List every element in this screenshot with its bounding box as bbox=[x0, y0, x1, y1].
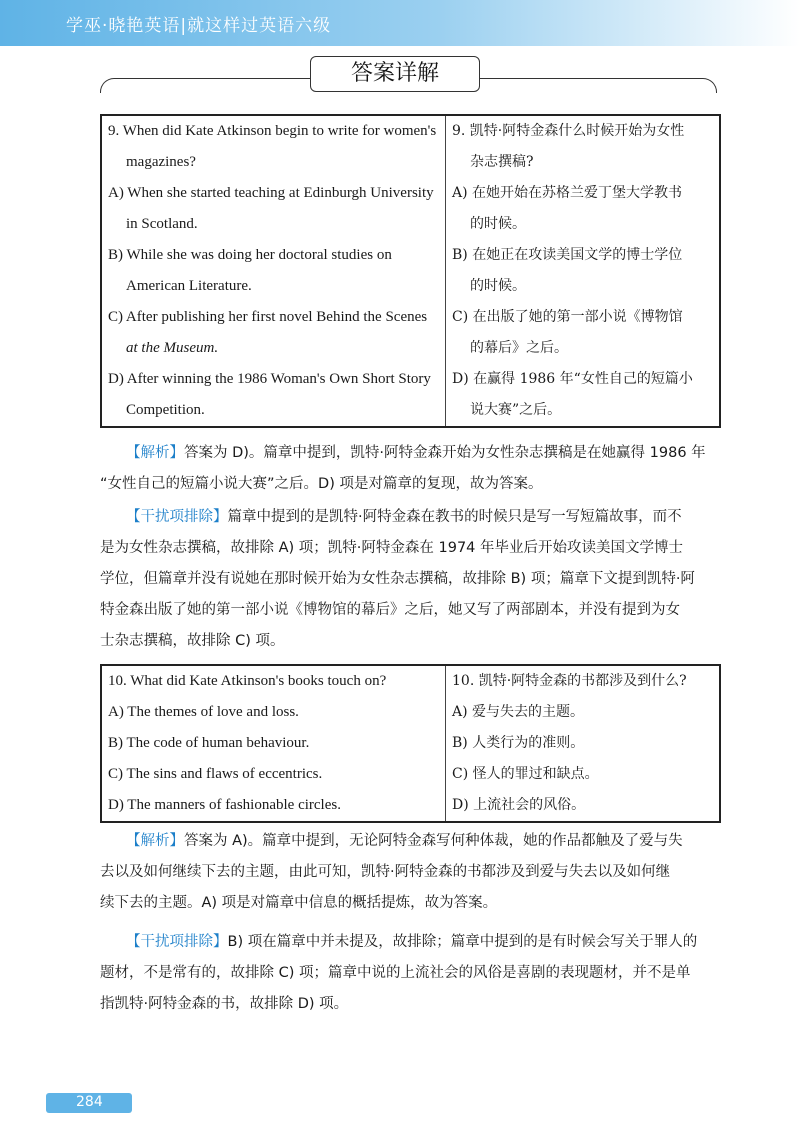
analysis-10-line2: 去以及如何继续下去的主题，由此可知，凯特·阿特金森的书都涉及到爱与失去以及如何继 bbox=[100, 864, 671, 880]
q9-stem-line2: magazines? bbox=[126, 154, 196, 170]
question-9-table bbox=[100, 114, 721, 428]
distractor-9-line3: 学位，但篇章并没有说她在那时候开始为女性杂志撰稿，故排除 B) 项；篇章下文提到凯特·阿 bbox=[100, 571, 695, 587]
distractor-10-line2: 题材，不是常有的，故排除 C) 项；篇章中说的上流社会的风俗是喜剧的表现题材，并不是单 bbox=[100, 965, 691, 981]
q9-option-b-line1: B) While she was doing her doctoral studies on bbox=[108, 247, 392, 263]
q9-cn-stem-line2: 杂志撰稿? bbox=[470, 154, 534, 170]
distractor-9-tag: 【干扰项排除】 bbox=[126, 509, 228, 525]
analysis-10 bbox=[100, 826, 720, 919]
distractor-9-line1: 篇章中提到的是凯特·阿特金森在教书的时候只是写一写短篇故事，而不 bbox=[227, 509, 682, 525]
q10-option-d: D) The manners of fashionable circles. bbox=[108, 797, 341, 813]
q10-stem: 10. What did Kate Atkinson's books touch on? bbox=[108, 673, 387, 689]
q10-cn-option-b: B) 人类行为的准则。 bbox=[452, 735, 585, 751]
q10-cn-stem: 10. 凯特·阿特金森的书都涉及到什么? bbox=[452, 673, 687, 689]
distractor-10 bbox=[100, 927, 720, 1020]
distractor-9-line5: 士杂志撰稿，故排除 C) 项。 bbox=[100, 633, 285, 649]
q10-option-a: A) The themes of love and loss. bbox=[108, 704, 299, 720]
distractor-10-line1: B) 项在篇章中并未提及，故排除；篇章中提到的是有时候会写关于罪人的 bbox=[227, 934, 698, 950]
distractor-9-line4: 特金森出版了她的第一部小说《博物馆的幕后》之后，她又写了两部剧本，并没有提到为女 bbox=[100, 602, 680, 618]
q9-option-d-line2: Competition. bbox=[126, 402, 205, 418]
q9-cn-option-a-line2: 的时候。 bbox=[470, 216, 526, 232]
q9-option-b-line2: American Literature. bbox=[126, 278, 252, 294]
analysis-10-line3: 续下去的主题。A) 项是对篇章中信息的概括提炼，故为答案。 bbox=[100, 895, 498, 911]
section-title: 答案详解 bbox=[310, 56, 480, 92]
q10-option-c: C) The sins and flaws of eccentrics. bbox=[108, 766, 323, 782]
q9-option-c-line1: C) After publishing her first novel Behind the Scenes bbox=[108, 309, 428, 325]
q9-option-a-line1: A) When she started teaching at Edinburgh University bbox=[108, 185, 434, 201]
q9-cn-option-c-line2: 的幕后》之后。 bbox=[470, 340, 568, 356]
question-10-chinese bbox=[446, 665, 721, 822]
question-9-chinese bbox=[446, 115, 721, 427]
series-title: 学巫·晓艳英语|就这样过英语六级 bbox=[66, 16, 332, 36]
q9-cn-stem-line1: 9. 凯特·阿特金森什么时候开始为女性 bbox=[452, 123, 685, 139]
q9-option-d-line1: D) After winning the 1986 Woman's Own Short Story bbox=[108, 371, 431, 387]
question-10-english bbox=[101, 665, 446, 822]
analysis-9-line2: “女性自己的短篇小说大赛”之后。D) 项是对篇章的复现，故为答案。 bbox=[100, 476, 543, 492]
q10-cn-option-d: D) 上流社会的风俗。 bbox=[452, 797, 586, 813]
q9-cn-option-a-line1: A) 在她开始在苏格兰爱丁堡大学教书 bbox=[452, 185, 683, 201]
distractor-9-line2: 是为女性杂志撰稿，故排除 A) 项；凯特·阿特金森在 1974 年毕业后开始攻读美国文学博士 bbox=[100, 540, 684, 556]
q9-cn-option-b-line2: 的时候。 bbox=[470, 278, 526, 294]
distractor-10-line3: 指凯特·阿特金森的书，故排除 D) 项。 bbox=[100, 996, 349, 1012]
question-9-english bbox=[101, 115, 446, 427]
q9-cn-option-d-line1: D) 在赢得 1986 年“女性自己的短篇小 bbox=[452, 371, 693, 387]
page-number: 284 bbox=[76, 1094, 103, 1110]
analysis-10-line1: 答案为 A)。篇章中提到，无论阿特金森写何种体裁，她的作品都触及了爱与失 bbox=[184, 833, 683, 849]
q9-stem-line1: 9. When did Kate Atkinson begin to write for women's bbox=[108, 123, 437, 139]
q9-cn-option-c-line1: C) 在出版了她的第一部小说《博物馆 bbox=[452, 309, 683, 325]
distractor-9 bbox=[100, 502, 720, 657]
q10-cn-option-a: A) 爱与失去的主题。 bbox=[452, 704, 585, 720]
q9-cn-option-b-line1: B) 在她正在攻读美国文学的博士学位 bbox=[452, 247, 683, 263]
question-10-table bbox=[100, 664, 721, 823]
q9-option-a-line2: in Scotland. bbox=[126, 216, 198, 232]
analysis-9-tag: 【解析】 bbox=[126, 445, 184, 461]
q10-option-b: B) The code of human behaviour. bbox=[108, 735, 310, 751]
distractor-10-tag: 【干扰项排除】 bbox=[126, 934, 228, 950]
analysis-9 bbox=[100, 438, 720, 500]
q9-cn-option-d-line2: 说大赛”之后。 bbox=[470, 402, 562, 418]
q10-cn-option-c: C) 怪人的罪过和缺点。 bbox=[452, 766, 599, 782]
analysis-10-tag: 【解析】 bbox=[126, 833, 184, 849]
q9-option-c-line2: at the Museum. bbox=[126, 340, 219, 356]
analysis-9-line1: 答案为 D)。篇章中提到，凯特·阿特金森开始为女性杂志撰稿是在她赢得 1986 年 bbox=[184, 445, 706, 461]
